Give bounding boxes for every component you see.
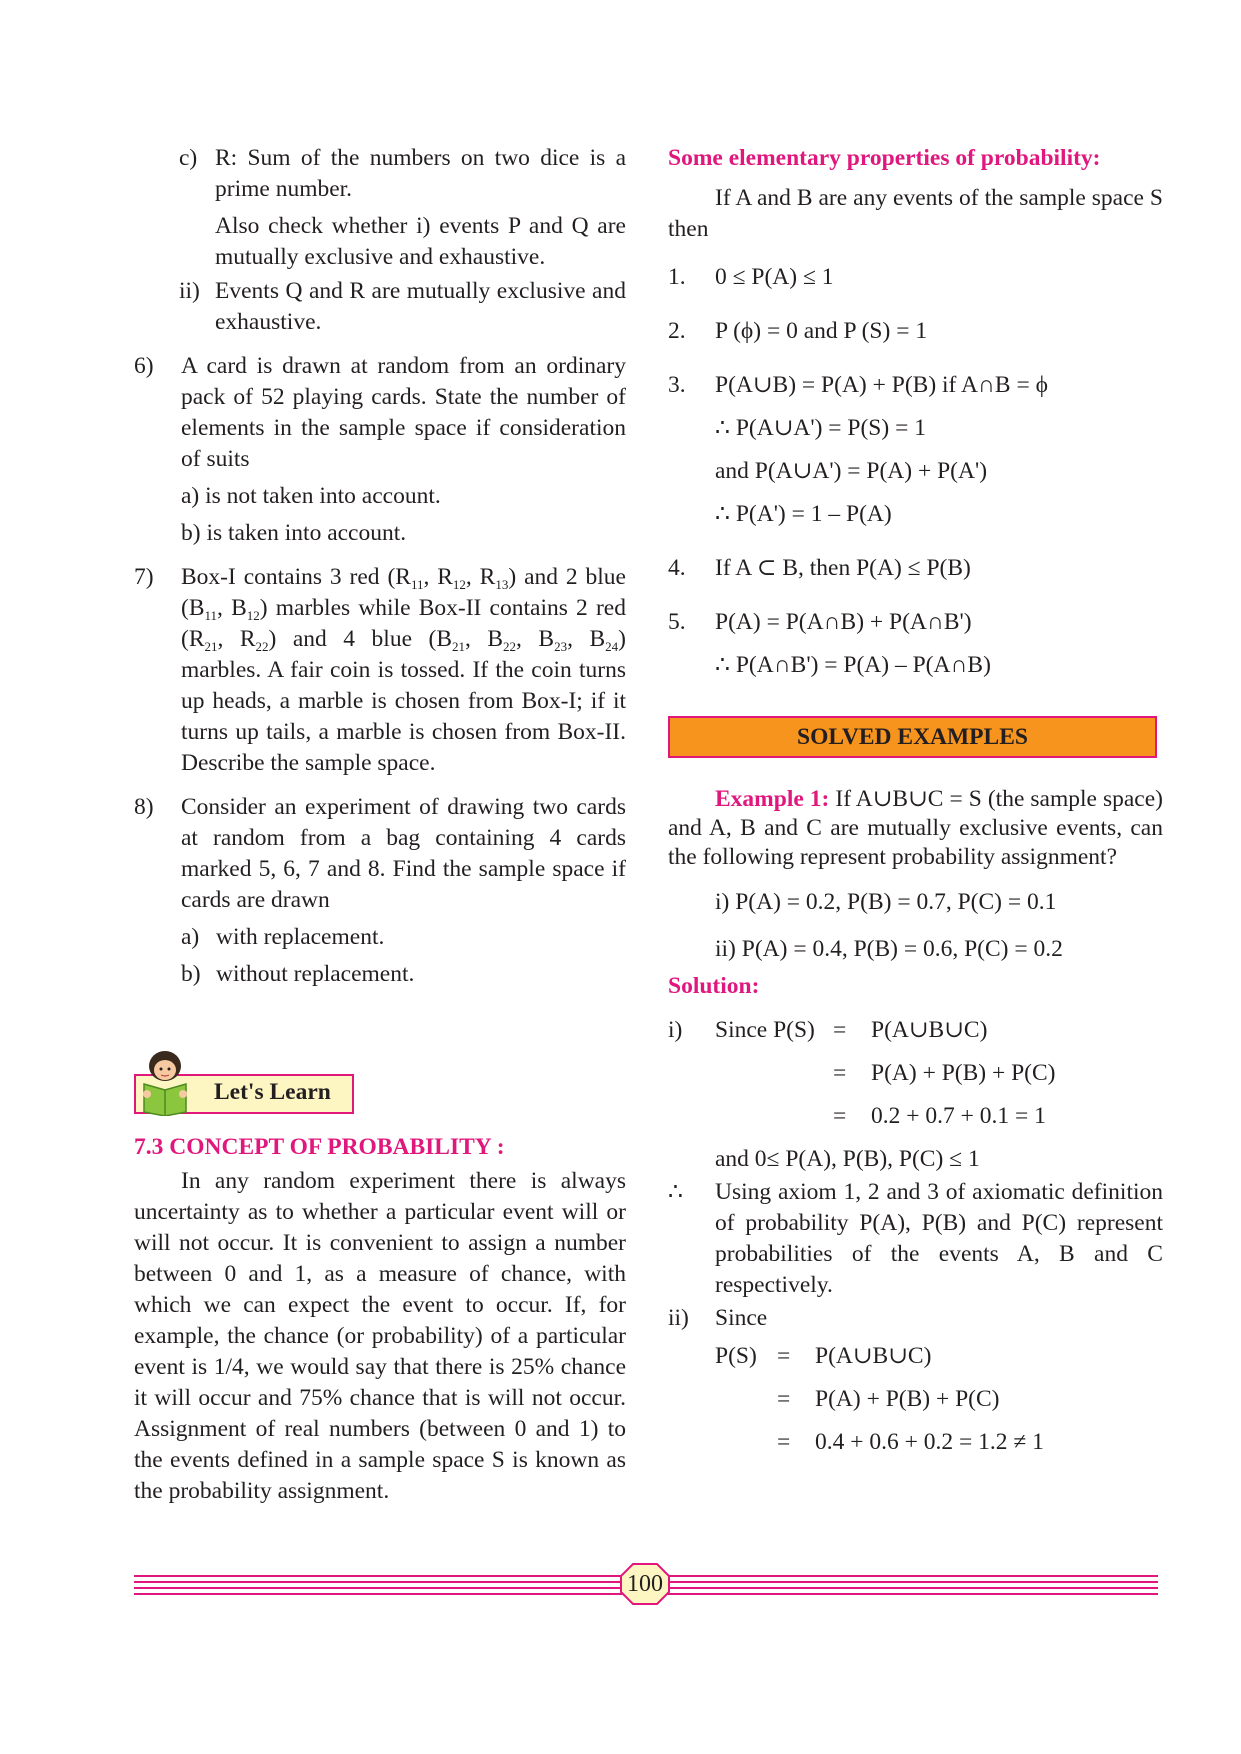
equals-sign: = (777, 1386, 791, 1412)
property-5-text: P(A) = P(A∩B) + P(A∩B') (715, 609, 972, 635)
question-8-number: 8) (134, 794, 154, 820)
solution-i-label: i) (668, 1017, 683, 1043)
example-1-text: Example 1: If A∪B∪C = S (the sample space) and A, B and C are mutually exclusive events, can the following represent probability assignment? (668, 786, 1163, 870)
solution-i-since: Since P(S) (715, 1017, 815, 1043)
properties-intro: If A and B are any events of the sample space S then (668, 185, 1163, 242)
also-check-text: Also check whether i) events P and Q are mutually exclusive and exhaustive. (215, 213, 626, 270)
question-8 (134, 792, 626, 990)
property-5-line-2: ∴ P(A∩B') = P(A) – P(A∩B) (715, 652, 991, 678)
property-2 (668, 316, 1163, 347)
property-3 (668, 370, 1163, 530)
property-3-line-3: and P(A∪A') = P(A) + P(A') (715, 458, 988, 484)
equals-sign: = (777, 1343, 791, 1369)
right-column (668, 143, 1163, 681)
question-7-text: Box-I contains 3 red ($R_{11}$, $R_{12}$, $R_{13}$) and 2 blue ($B_{11}$, $B_{12}$) marbles while Box-II contains 2 red ($R_{21}$, $R_{22}$) and 4 blue ($B_{21}$, $B_{22}$, $B_{23}$, $B_{24}$) marbles. A fair coin is tossed. If the coin turns up heads, a marble is chosen from Box-I; if it turns up tails, a marble is chosen from Box-II. Describe the sample space. (181, 564, 626, 776)
concept-section (134, 1132, 626, 1507)
property-5 (668, 607, 1163, 681)
item-ii-label: ii) (179, 278, 200, 304)
question-8-a-label: a) (181, 924, 200, 950)
page-number-badge (619, 1562, 671, 1606)
item-ii (134, 276, 626, 338)
item-c-text: R: Sum of the numbers on two dice is a prime number. (215, 145, 626, 202)
solved-examples-label: SOLVED EXAMPLES (797, 724, 1028, 750)
section-title: 7.3 CONCEPT OF PROBABILITY : (134, 1134, 505, 1160)
property-3-number: 3. (668, 372, 686, 398)
equals-sign: = (777, 1429, 791, 1455)
property-4 (668, 553, 1163, 584)
item-ii-text: Events Q and R are mutually exclusive and exhaustive. (215, 278, 626, 335)
equals-sign: = (833, 1103, 847, 1129)
left-column (134, 143, 626, 990)
page-number: 100 (627, 1571, 663, 1597)
property-3-text: P(A∪B) = P(A) + P(B) if A∩B = ϕ (715, 372, 1048, 398)
question-8-text: Consider an experiment of drawing two cards at random from a bag containing 4 cards marked 5, 6, 7 and 8. Find the sample space if cards are drawn (181, 794, 626, 913)
property-1-text: 0 ≤ P(A) ≤ 1 (715, 264, 834, 290)
property-2-text: P (ϕ) = 0 and P (S) = 1 (715, 318, 928, 344)
property-1-number: 1. (668, 264, 686, 290)
equals-sign: = (833, 1017, 847, 1043)
question-6-text: A card is drawn at random from an ordinary pack of 52 playing cards. State the number of elements in the sample space if consideration of suits (181, 353, 626, 472)
example-1 (668, 785, 1163, 1458)
section-body: In any random experiment there is always uncertainty as to whether a particular event will or will not occur. It is convenient to assign a number between 0 and 1, as a measure of chance, with which we can expect the event to occur. If, for example, the chance (or probability) of a particular event is 1/4, we would say that there is 25% chance it will occur and 75% chance that is will not occur. Assignment of real numbers (between 0 and 1) to the events defined in a sample space S is known as the probability assignment. (134, 1168, 626, 1504)
solution-ii-label: ii) (668, 1305, 689, 1331)
property-4-number: 4. (668, 555, 686, 581)
property-1 (668, 262, 1163, 293)
property-2-number: 2. (668, 318, 686, 344)
lets-learn-label: Let's Learn (214, 1079, 331, 1105)
solution-i-line-1: P(A∪B∪C) (871, 1017, 988, 1043)
therefore-symbol: ∴ (668, 1179, 683, 1205)
question-6-option-a: a) is not taken into account. (181, 483, 441, 509)
question-8-option-a: with replacement. (216, 924, 385, 950)
solution-i-conclusion: Using axiom 1, 2 and 3 of axiomatic definition of probability P(A), P(B) and P(C) represent probabilities of the events A, B and C respectively. (715, 1179, 1163, 1298)
question-7 (134, 562, 626, 779)
question-8-option-b: without replacement. (216, 961, 415, 987)
solution-ii-line-3: 0.4 + 0.6 + 0.2 = 1.2 ≠ 1 (815, 1429, 1044, 1455)
solution-ii-since: Since (715, 1305, 768, 1331)
question-6-option-b: b) is taken into account. (181, 520, 407, 546)
example-1-option-i: i) P(A) = 0.2, P(B) = 0.7, P(C) = 0.1 (715, 889, 1057, 915)
solution-i-line-2: P(A) + P(B) + P(C) (871, 1060, 1056, 1086)
solved-examples-banner (668, 716, 1157, 758)
equals-sign: = (833, 1060, 847, 1086)
question-6 (134, 351, 626, 549)
question-6-number: 6) (134, 353, 154, 379)
property-5-number: 5. (668, 609, 686, 635)
item-c-label: c) (179, 145, 198, 171)
solution-ii (668, 1303, 1163, 1458)
question-8-b-label: b) (181, 961, 201, 987)
question-7-number: 7) (134, 564, 154, 590)
solution-i (668, 1015, 1163, 1175)
solution-i-line-4: and 0≤ P(A), P(B), P(C) ≤ 1 (715, 1146, 980, 1172)
solution-ii-line-1: P(A∪B∪C) (815, 1343, 932, 1369)
property-3-line-4: ∴ P(A') = 1 – P(A) (715, 501, 892, 527)
solution-conclusion (668, 1177, 1163, 1301)
example-1-option-ii: ii) P(A) = 0.4, P(B) = 0.6, P(C) = 0.2 (715, 936, 1063, 962)
reading-girl-icon (134, 1046, 196, 1116)
item-c (134, 143, 626, 205)
properties-title: Some elementary properties of probability: (668, 145, 1101, 171)
solution-ii-line-2: P(A) + P(B) + P(C) (815, 1386, 1000, 1412)
solution-ii-ps: P(S) (715, 1343, 757, 1369)
example-1-label: Example 1: (715, 786, 830, 812)
property-3-line-2: ∴ P(A∪A') = P(S) = 1 (715, 415, 926, 441)
solution-i-line-3: 0.2 + 0.7 + 0.1 = 1 (871, 1103, 1046, 1129)
solution-label: Solution: (668, 973, 760, 999)
property-4-text: If A ⊂ B, then P(A) ≤ P(B) (715, 555, 971, 581)
